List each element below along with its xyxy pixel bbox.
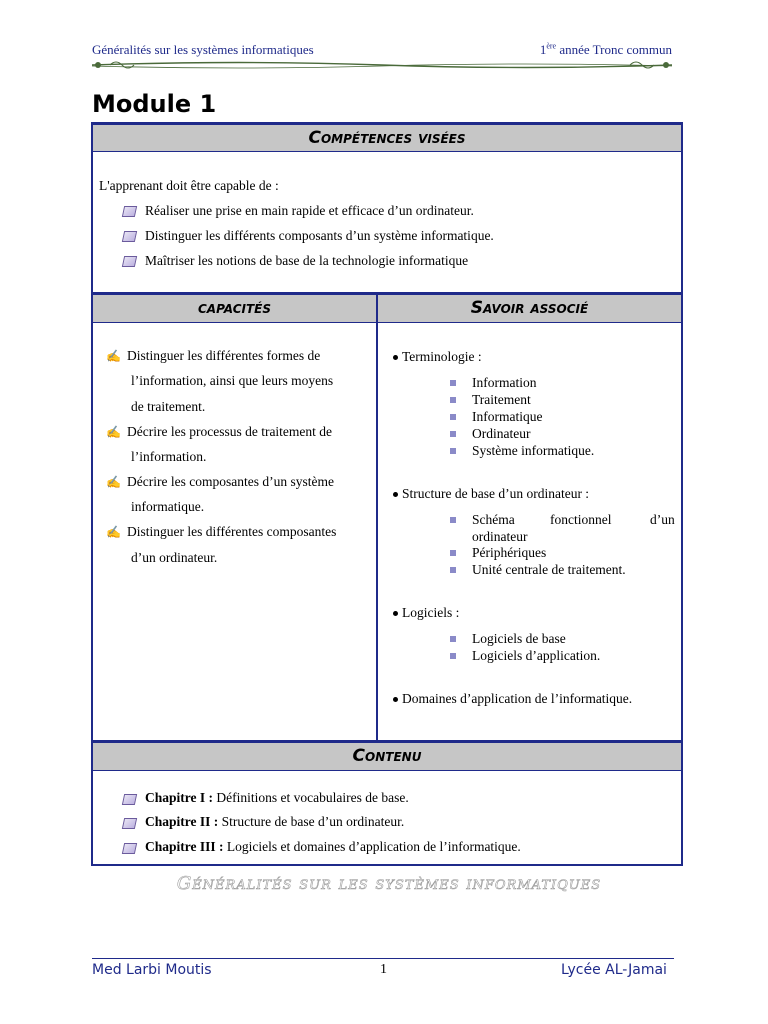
terminologie-item: Information <box>472 375 537 390</box>
round-bullet-icon <box>393 611 398 616</box>
chapter-label: Chapitre II : <box>145 814 219 829</box>
capacite-line: Décrire les processus de traitement de <box>127 424 333 439</box>
capacite-line: l’information, ainsi que leurs moyens <box>131 373 334 388</box>
competences-intro: L'apprenant doit être capable de : <box>99 178 279 193</box>
round-bullet-icon <box>393 355 398 360</box>
terminologie-item: Ordinateur <box>472 426 531 441</box>
competence-item: Maîtriser les notions de base de la technologie informatique <box>145 253 469 268</box>
logiciels-item: Logiciels d’application. <box>472 648 601 663</box>
capacite-line: Distinguer les différentes composantes <box>127 524 337 539</box>
notepad-bullet-icon <box>122 794 137 805</box>
square-bullet-icon <box>450 380 456 386</box>
square-bullet-icon <box>450 567 456 573</box>
square-bullet-icon <box>450 397 456 403</box>
square-bullet-icon <box>450 448 456 454</box>
notepad-bullet-icon <box>122 231 137 242</box>
structure-item: fonctionnel <box>550 512 612 527</box>
square-bullet-icon <box>450 414 456 420</box>
round-bullet-icon <box>393 697 398 702</box>
capacite-line: informatique. <box>131 499 205 514</box>
competences-header: Compétences visées <box>93 124 681 152</box>
structure-item: Périphériques <box>472 545 547 560</box>
terminologie-item: Informatique <box>472 409 543 424</box>
square-bullet-icon <box>450 517 456 523</box>
competence-item: Réaliser une prise en main rapide et efficace d’un ordinateur. <box>145 203 474 218</box>
domaines-label: Domaines d’application de l’informatique. <box>402 691 633 706</box>
header-level-superscript: ère <box>546 41 557 51</box>
arrow-bullet-icon: ✍ <box>106 525 121 539</box>
structure-item: Schéma <box>472 512 515 527</box>
square-bullet-icon <box>450 550 456 556</box>
column-divider <box>376 294 378 742</box>
chapter-text: Logiciels et domaines d’application de l’informatique. <box>223 839 521 854</box>
square-bullet-icon <box>450 636 456 642</box>
header-level <box>540 42 672 58</box>
page-number: 1 <box>380 962 387 977</box>
chapter-label: Chapitre I : <box>145 790 214 805</box>
savoir-header: Savoir associé <box>378 294 681 323</box>
structure-item: Unité centrale de traitement. <box>472 562 626 577</box>
contenu-item <box>145 838 521 856</box>
structure-item: ordinateur <box>472 529 528 544</box>
logiciels-label: Logiciels : <box>402 605 460 620</box>
contenu-item <box>145 789 409 807</box>
header-level-text: année Tronc commun <box>556 42 672 57</box>
terminologie-label: Terminologie : <box>402 349 482 364</box>
contenu-item <box>145 813 404 831</box>
notepad-bullet-icon <box>122 256 137 267</box>
chapter-text: Structure de base d’un ordinateur. <box>218 814 405 829</box>
footer-rule <box>92 958 674 959</box>
header-ornament <box>90 58 674 72</box>
header-course-title: Généralités sur les systèmes informatiques <box>92 42 314 57</box>
structure-item: d’un <box>650 512 675 527</box>
footer-school: Lycée AL-Jamai <box>561 962 667 978</box>
notepad-bullet-icon <box>122 206 137 217</box>
logiciels-item: Logiciels de base <box>472 631 566 646</box>
footer-author: Med Larbi Moutis <box>92 962 212 978</box>
arrow-bullet-icon: ✍ <box>106 349 121 363</box>
terminologie-item: Traitement <box>472 392 531 407</box>
contenu-header: Contenu <box>93 742 681 771</box>
arrow-bullet-icon: ✍ <box>106 475 121 489</box>
header-level-number: 1 <box>539 42 547 57</box>
terminologie-item: Système informatique. <box>472 443 595 458</box>
notepad-bullet-icon <box>122 818 137 829</box>
capacite-line: Décrire les composantes d’un système <box>127 474 334 489</box>
chapter-label: Chapitre III : <box>145 839 224 854</box>
chapter-text: Définitions et vocabulaires de base. <box>213 790 409 805</box>
square-bullet-icon <box>450 431 456 437</box>
capacite-line: l’information. <box>131 449 207 464</box>
capacite-line: de traitement. <box>131 399 206 414</box>
arrow-bullet-icon: ✍ <box>106 425 121 439</box>
structure-label: Structure de base d’un ordinateur : <box>402 486 590 501</box>
round-bullet-icon <box>393 492 398 497</box>
footer-watermark: Généralités sur les systèmes informatiques <box>176 873 602 894</box>
capacites-header: capacités <box>93 294 376 323</box>
module-title: Module 1 <box>92 90 217 118</box>
competence-item: Distinguer les différents composants d’un système informatique. <box>145 228 494 243</box>
notepad-bullet-icon <box>122 843 137 854</box>
capacite-line: d’un ordinateur. <box>131 550 218 565</box>
square-bullet-icon <box>450 653 456 659</box>
capacite-line: Distinguer les différentes formes de <box>127 348 321 363</box>
